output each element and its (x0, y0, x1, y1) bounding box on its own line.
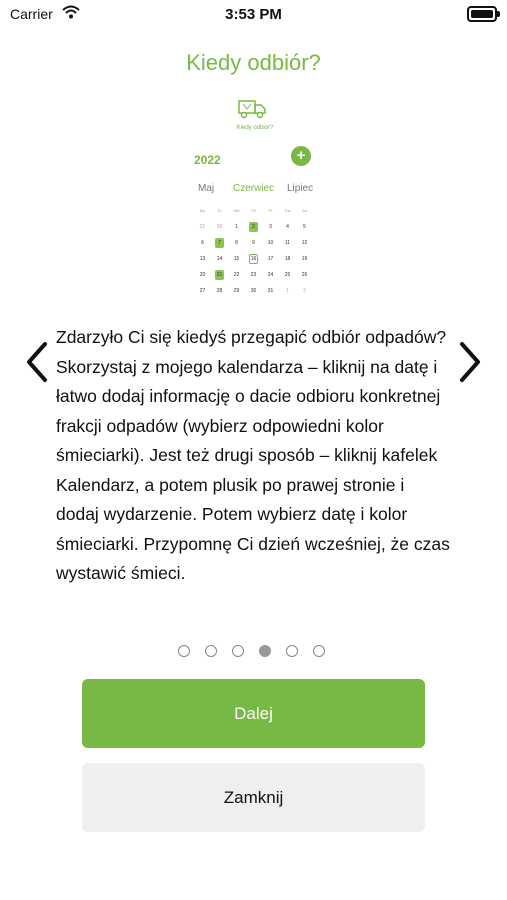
calendar-day: 19 (301, 256, 308, 262)
chevron-left-icon[interactable] (25, 340, 49, 384)
calendar-day: 13 (199, 256, 206, 262)
battery-icon (467, 6, 497, 22)
calendar-day: 31 (267, 288, 274, 294)
weekday-label: We (233, 208, 240, 213)
calendar-illustration (190, 95, 320, 295)
calendar-grid (194, 203, 320, 299)
calendar-day: 1 (286, 288, 289, 294)
calendar-day: 6 (201, 240, 204, 246)
calendar-day: 26 (301, 272, 308, 278)
page-dot[interactable] (286, 645, 298, 657)
month-prev: Maj (198, 183, 215, 194)
clock: 3:53 PM (225, 6, 282, 23)
calendar-day: 12 (301, 240, 308, 246)
calendar-day: 18 (284, 256, 291, 262)
calendar-day: 28 (216, 288, 223, 294)
page-dot[interactable] (259, 645, 271, 657)
calendar-day: 11 (284, 240, 291, 246)
weekday-label: Mo (199, 208, 206, 213)
calendar-day: 14 (216, 256, 223, 262)
calendar-day: 30 (216, 224, 223, 230)
weekday-label: Tu (217, 208, 222, 213)
page-dot[interactable] (178, 645, 190, 657)
calendar-day: 22 (233, 272, 240, 278)
calendar-day: 2 (303, 288, 306, 294)
calendar-day: 27 (199, 288, 206, 294)
carrier-label: Carrier (10, 6, 53, 22)
calendar-day: 17 (267, 256, 274, 262)
page-dot[interactable] (232, 645, 244, 657)
calendar-day: 23 (250, 272, 257, 278)
garbage-truck-icon (237, 97, 267, 124)
month-next: Lipiec (287, 183, 314, 194)
illustration-subtitle: Kiedy odbiór? (236, 125, 274, 131)
calendar-day: 21 (216, 272, 223, 278)
calendar-day: 2 (249, 222, 258, 232)
calendar-day: 31 (199, 224, 206, 230)
calendar-day: 20 (199, 272, 206, 278)
page-title: Kiedy odbiór? (186, 50, 321, 75)
calendar-day: 30 (250, 288, 257, 294)
close-button[interactable]: Zamknij (82, 763, 425, 832)
weekday-label: Sa (285, 208, 290, 213)
calendar-day: 10 (267, 240, 274, 246)
calendar-day: 7 (215, 238, 224, 248)
calendar-day: 1 (235, 224, 238, 230)
calendar-day: 15 (233, 256, 240, 262)
calendar-day: 16 (250, 256, 257, 262)
plus-icon: + (291, 146, 311, 166)
page-dot[interactable] (313, 645, 325, 657)
next-button[interactable]: Dalej (82, 679, 425, 748)
chevron-right-icon[interactable] (458, 340, 482, 384)
status-bar (0, 0, 507, 28)
calendar-day: 4 (286, 224, 289, 230)
weekday-label: Th (251, 208, 256, 213)
calendar-day: 29 (233, 288, 240, 294)
month-current: Czerwiec (233, 183, 275, 194)
calendar-day: 3 (269, 224, 272, 230)
weekday-label: Fr (268, 208, 273, 213)
description-text: Zdarzyło Ci się kiedyś przegapić odbiór odpadów? Skorzystaj z mojego kalendarza – kliknij na datę i łatwo dodaj informację o dacie odbioru konkretnej frakcji odpadów (wybierz odpowiedni kolor śmieciarki). Jest też drugi sposób – kliknij kafelek Kalendarz, a potem plusik po prawej stronie i dodaj wydarzenie. Potem wybierz datę i kolor śmieciarki. Przypomnę Ci dzień wcześniej, że czas wystawić śmieci. (56, 327, 450, 583)
calendar-day: 5 (303, 224, 306, 230)
calendar-day: 8 (235, 240, 238, 246)
calendar-day: 9 (252, 240, 255, 246)
weekday-label: Su (302, 208, 307, 213)
page-dot[interactable] (205, 645, 217, 657)
calendar-day: 24 (267, 272, 274, 278)
year-label: 2022 (194, 153, 221, 167)
calendar-day: 25 (284, 272, 291, 278)
